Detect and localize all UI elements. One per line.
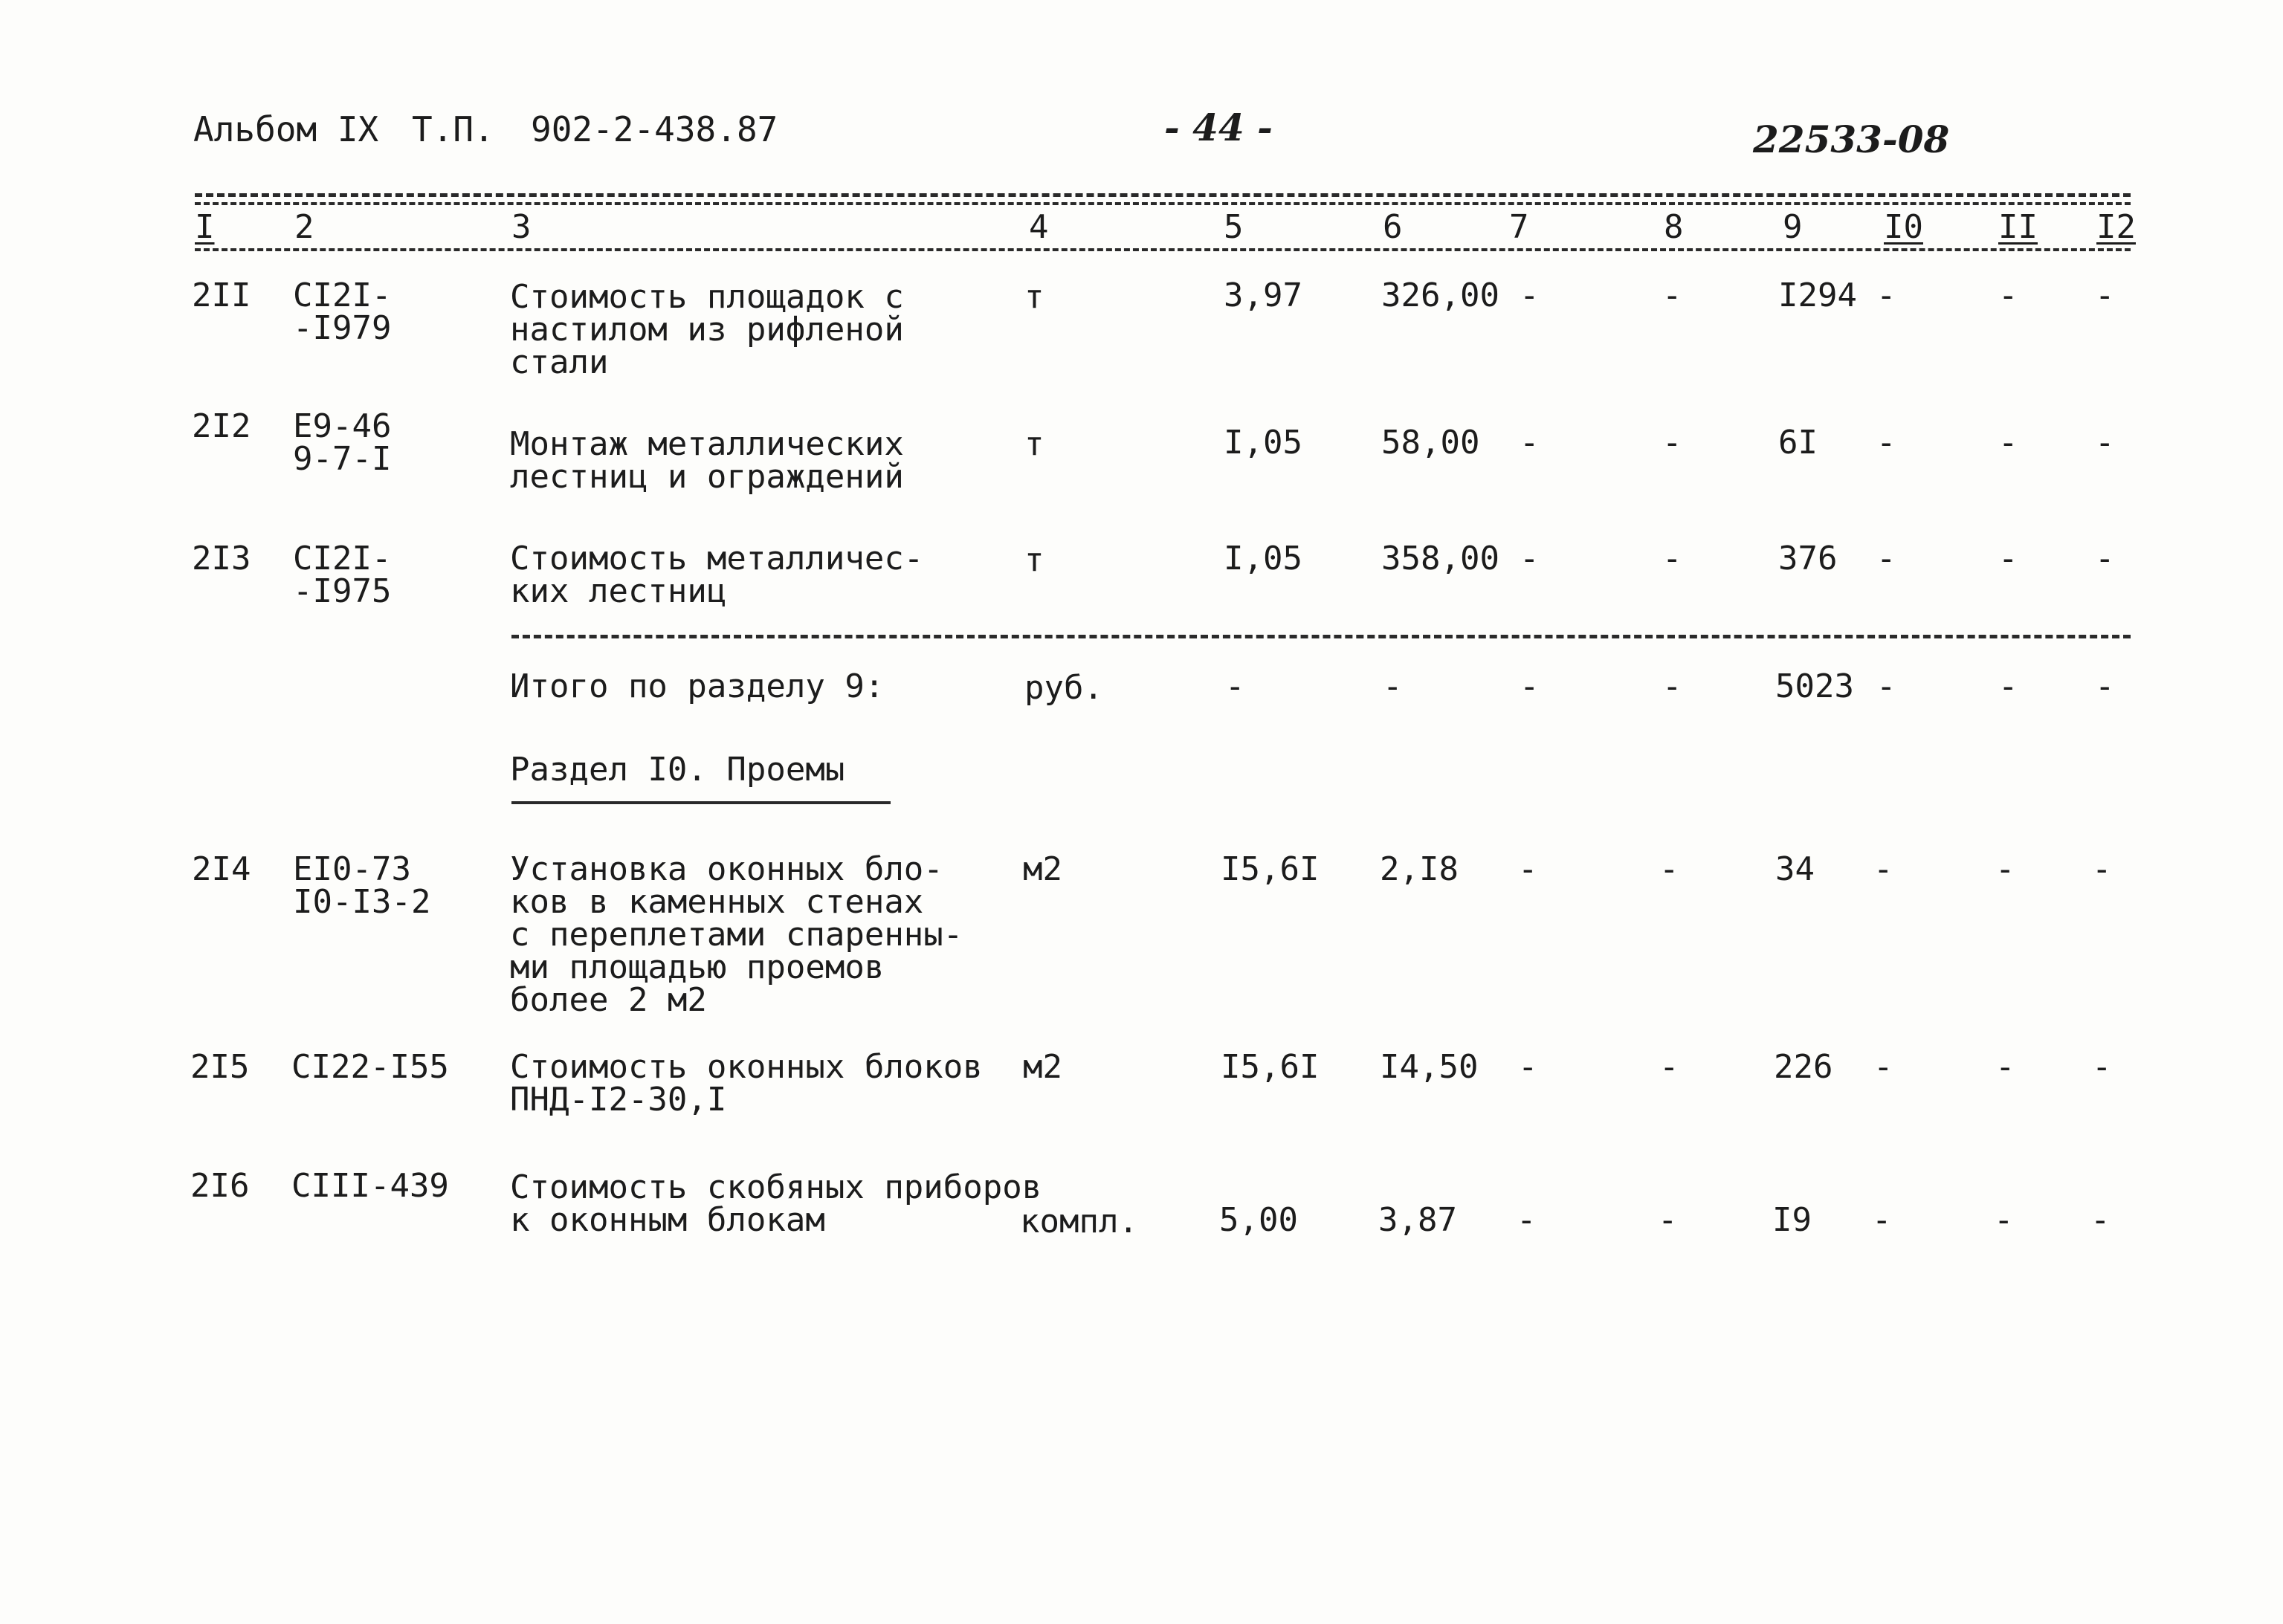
row-211-col7: -: [1520, 276, 1540, 314]
row-211-col11: -: [1998, 276, 2018, 314]
row-211-total: I294: [1778, 276, 1857, 314]
section-total-col10: -: [1876, 667, 1896, 705]
page-number: - 44 -: [1164, 106, 1273, 149]
col-header-8: 8: [1664, 208, 1684, 246]
row-212-col7: -: [1520, 424, 1540, 462]
row-216-col10: -: [1872, 1201, 1892, 1239]
row-215-col7: -: [1518, 1048, 1538, 1086]
row-213-col11: -: [1998, 540, 2018, 578]
col-header-7: 7: [1509, 208, 1529, 246]
row-216-unit: компл.: [1020, 1203, 1138, 1240]
tp-label: Т.П.: [412, 109, 494, 149]
row-216-col11: -: [1994, 1201, 2014, 1239]
row-213-col10: -: [1876, 540, 1896, 578]
row-216-number: 2I6: [190, 1167, 250, 1205]
section-total-value: 5023: [1775, 667, 1854, 705]
row-215-col11: -: [1995, 1048, 2015, 1086]
row-212-quantity: I,05: [1224, 424, 1302, 462]
row-214-col10: -: [1873, 850, 1893, 888]
row-216-price: 3,87: [1378, 1201, 1457, 1239]
row-212-col10: -: [1876, 424, 1896, 462]
section-total-col8: -: [1662, 667, 1682, 705]
row-216-col8: -: [1658, 1201, 1678, 1239]
section-total-col7: -: [1520, 667, 1540, 705]
row-212-unit: т: [1024, 425, 1044, 463]
row-211-col8: -: [1662, 276, 1682, 314]
row-213-description: Стоимость металличес- ких лестниц: [510, 540, 924, 610]
row-211-price: 326,00: [1381, 276, 1499, 314]
row-216-total: I9: [1772, 1201, 1812, 1239]
row-214-code: EI0-73 I0-I3-2: [293, 850, 431, 921]
row-212-code: E9-46 9-7-I: [293, 407, 392, 478]
row-215-col8: -: [1659, 1048, 1679, 1086]
col-header-5: 5: [1224, 208, 1244, 246]
row-213-col8: -: [1662, 540, 1682, 578]
row-213-quantity: I,05: [1224, 540, 1302, 578]
row-211-unit: т: [1024, 278, 1044, 316]
row-214-col12: -: [2092, 850, 2112, 888]
row-215-description: Стоимость оконных блоков ПНД-I2-30,I: [510, 1048, 983, 1119]
section-heading: Раздел I0. Проемы: [510, 751, 845, 789]
row-213-code: CI2I- -I975: [293, 540, 392, 610]
row-214-quantity: I5,6I: [1221, 850, 1320, 888]
row-211-quantity: 3,97: [1224, 276, 1302, 314]
document-code: 22533-08: [1753, 117, 1950, 161]
row-212-col8: -: [1662, 424, 1682, 462]
row-215-number: 2I5: [190, 1048, 250, 1086]
row-211-description: Стоимость площадок с настилом из рифленой стали: [510, 278, 904, 381]
row-216-col12: -: [2090, 1201, 2111, 1239]
row-212-col11: -: [1998, 424, 2018, 462]
col-header-4: 4: [1029, 208, 1049, 246]
row-216-quantity: 5,00: [1219, 1201, 1298, 1239]
row-216-code: CIII-439: [291, 1167, 449, 1205]
row-214-col11: -: [1995, 850, 2015, 888]
album-label: Альбом IX: [193, 109, 379, 149]
row-215-code: CI22-I55: [291, 1048, 449, 1086]
row-214-number: 2I4: [192, 850, 251, 888]
row-214-unit: м2: [1023, 850, 1062, 888]
row-213-number: 2I3: [192, 540, 251, 578]
col-header-10: I0: [1884, 208, 1923, 246]
row-213-price: 358,00: [1381, 540, 1499, 578]
col-header-2: 2: [294, 208, 314, 246]
row-212-col12: -: [2095, 424, 2115, 462]
row-213-total: 376: [1778, 540, 1838, 578]
col-header-11: II: [1998, 208, 2038, 246]
section-heading-underline: [511, 801, 891, 804]
section-total-col11: -: [1998, 667, 2018, 705]
row-215-col10: -: [1873, 1048, 1893, 1086]
col-header-9: 9: [1783, 208, 1803, 246]
header-bottom-rule: [195, 248, 2131, 251]
row-213-unit: т: [1024, 541, 1044, 579]
table-top-rule-2: [195, 202, 2131, 205]
row-215-col12: -: [2092, 1048, 2112, 1086]
col-header-3: 3: [511, 208, 532, 246]
project-number: 902-2-438.87: [531, 109, 778, 149]
row-212-description: Монтаж металлических лестниц и ограждений: [510, 425, 904, 496]
row-214-total: 34: [1775, 850, 1815, 888]
subtotal-separator: [511, 635, 2131, 638]
row-215-quantity: I5,6I: [1221, 1048, 1320, 1086]
row-215-total: 226: [1774, 1048, 1833, 1086]
section-total-col5: -: [1225, 667, 1245, 705]
row-215-price: I4,50: [1380, 1048, 1479, 1086]
row-214-description: Установка оконных бло- ков в каменных стенах с переплетами спаренны- ми площадью проемов более 2 м2: [510, 850, 963, 1019]
row-211-number: 2II: [192, 276, 251, 314]
row-212-total: 6I: [1778, 424, 1818, 462]
row-211-col10: -: [1876, 276, 1896, 314]
table-top-rule: [195, 193, 2131, 197]
row-214-price: 2,I8: [1380, 850, 1459, 888]
row-214-col7: -: [1518, 850, 1538, 888]
row-211-col12: -: [2095, 276, 2115, 314]
row-211-code: CI2I- -I979: [293, 276, 392, 347]
section-total-label: Итого по разделу 9:: [510, 667, 885, 705]
section-total-unit: руб.: [1024, 669, 1103, 707]
row-213-col7: -: [1520, 540, 1540, 578]
section-total-col6: -: [1383, 667, 1403, 705]
row-214-col8: -: [1659, 850, 1679, 888]
row-216-description: Стоимость скобяных приборов к оконным блокам: [510, 1168, 1042, 1239]
section-total-col12: -: [2095, 667, 2115, 705]
row-215-unit: м2: [1023, 1048, 1062, 1086]
row-212-number: 2I2: [192, 407, 251, 445]
row-213-col12: -: [2095, 540, 2115, 578]
row-216-col7: -: [1517, 1201, 1537, 1239]
row-212-price: 58,00: [1381, 424, 1480, 462]
col-header-1: I: [195, 208, 215, 246]
col-header-12: I2: [2096, 208, 2136, 246]
col-header-6: 6: [1383, 208, 1403, 246]
